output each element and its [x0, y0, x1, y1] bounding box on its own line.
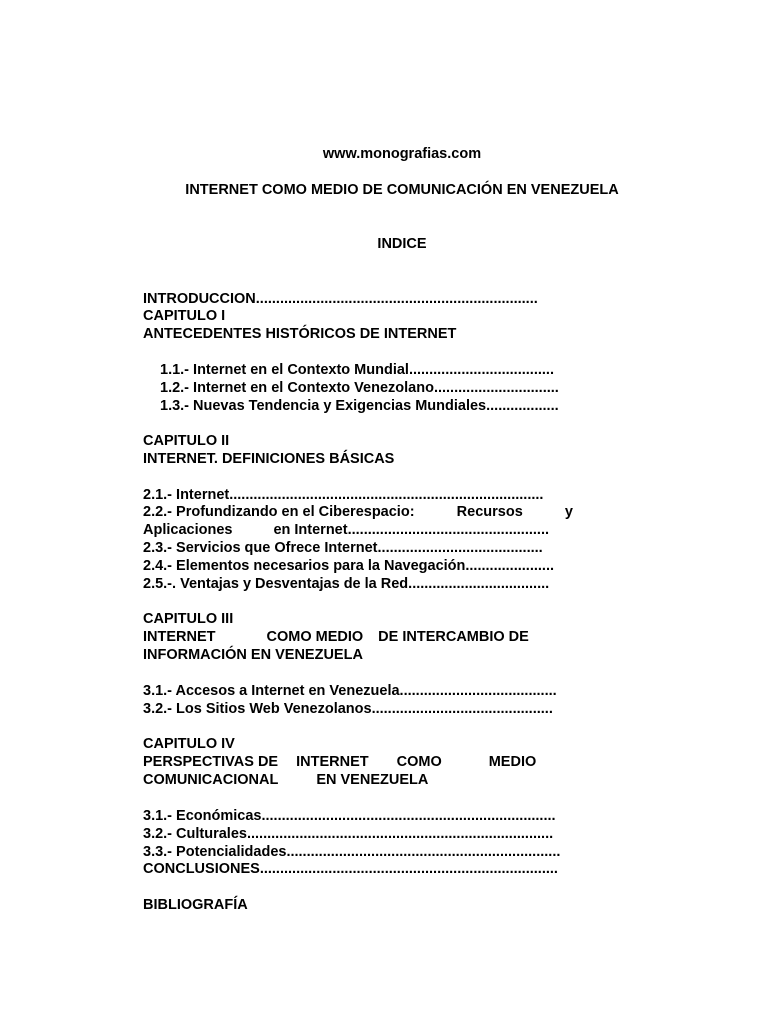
toc-conclusiones: CONCLUSIONES.......................................................................... [143, 861, 558, 877]
toc-item-2-3: 2.3.- Servicios que Ofrece Internet......................................... [143, 540, 543, 556]
chapter-4-title-c: COMO [396, 754, 442, 770]
chapter-2-title: INTERNET. DEFINICIONES BÁSICAS [143, 451, 395, 467]
chapter-2-heading: CAPITULO II [143, 433, 230, 449]
toc-item-2-2-cont [143, 521, 549, 539]
chapter-3-heading: CAPITULO III [143, 611, 234, 627]
toc-item-2-1: 2.1.- Internet.............................................................................. [143, 487, 544, 503]
chapter-4-title-cont [143, 771, 428, 789]
chapter-3-title-cont: INFORMACIÓN EN VENEZUELA [143, 647, 363, 663]
toc-item-2-5: 2.5.-. Ventajas y Desventajas de la Red................................... [143, 576, 550, 592]
toc-item-1-2: 1.2.- Internet en el Contexto Venezolano............................... [160, 380, 559, 396]
toc-introduccion: INTRODUCCION...................................................................... [143, 291, 538, 307]
toc-item-4-3: 3.3.- Potencialidades.................................................................... [143, 844, 561, 860]
chapter-4-title-cont-a: COMUNICACIONAL [143, 772, 279, 788]
chapter-3-title-c: DE INTERCAMBIO DE [378, 629, 529, 645]
chapter-3-title-b: COMO MEDIO [266, 629, 364, 645]
toc-item-3-2: 3.2.- Los Sitios Web Venezolanos............................................. [143, 701, 553, 717]
toc-item-3-1: 3.1.- Accesos a Internet en Venezuela....................................... [143, 683, 557, 699]
chapter-4-title-d: MEDIO [488, 754, 537, 770]
chapter-3-title [143, 628, 529, 646]
toc-item-2-2-part-b: Recursos [456, 504, 523, 520]
toc-item-2-4: 2.4.- Elementos necesarios para la Navegación...................... [143, 558, 554, 574]
header-site: www.monografias.com [322, 146, 482, 162]
chapter-4-title-b: INTERNET [296, 754, 369, 770]
index-heading: INDICE [377, 236, 427, 252]
toc-item-4-1: 3.1.- Económicas......................................................................... [143, 808, 556, 824]
chapter-4-title [143, 753, 536, 771]
toc-item-2-2 [143, 503, 573, 521]
toc-item-2-2-cont-b: en Internet.................................................. [273, 522, 550, 538]
chapter-1-heading: CAPITULO I [143, 308, 226, 324]
chapter-4-title-a: PERSPECTIVAS DE [143, 754, 279, 770]
chapter-1-title: ANTECEDENTES HISTÓRICOS DE INTERNET [143, 326, 457, 342]
chapter-4-title-cont-b: EN VENEZUELA [316, 772, 429, 788]
toc-item-2-2-cont-a: Aplicaciones [143, 522, 233, 538]
toc-item-1-1: 1.1.- Internet en el Contexto Mundial.................................... [160, 362, 554, 378]
chapter-4-heading: CAPITULO IV [143, 736, 235, 752]
toc-item-2-2-part-c: y [564, 504, 573, 520]
chapter-3-title-a: INTERNET [143, 629, 216, 645]
toc-item-2-2-part-a: 2.2.- Profundizando en el Ciberespacio: [143, 504, 415, 520]
document-title: INTERNET COMO MEDIO DE COMUNICACIÓN EN VENEZUELA [185, 182, 619, 198]
toc-item-4-2: 3.2.- Culturales............................................................................ [143, 826, 554, 842]
toc-bibliografia: BIBLIOGRAFÍA [143, 897, 248, 913]
toc-item-1-3: 1.3.- Nuevas Tendencia y Exigencias Mundiales.................. [160, 398, 559, 414]
